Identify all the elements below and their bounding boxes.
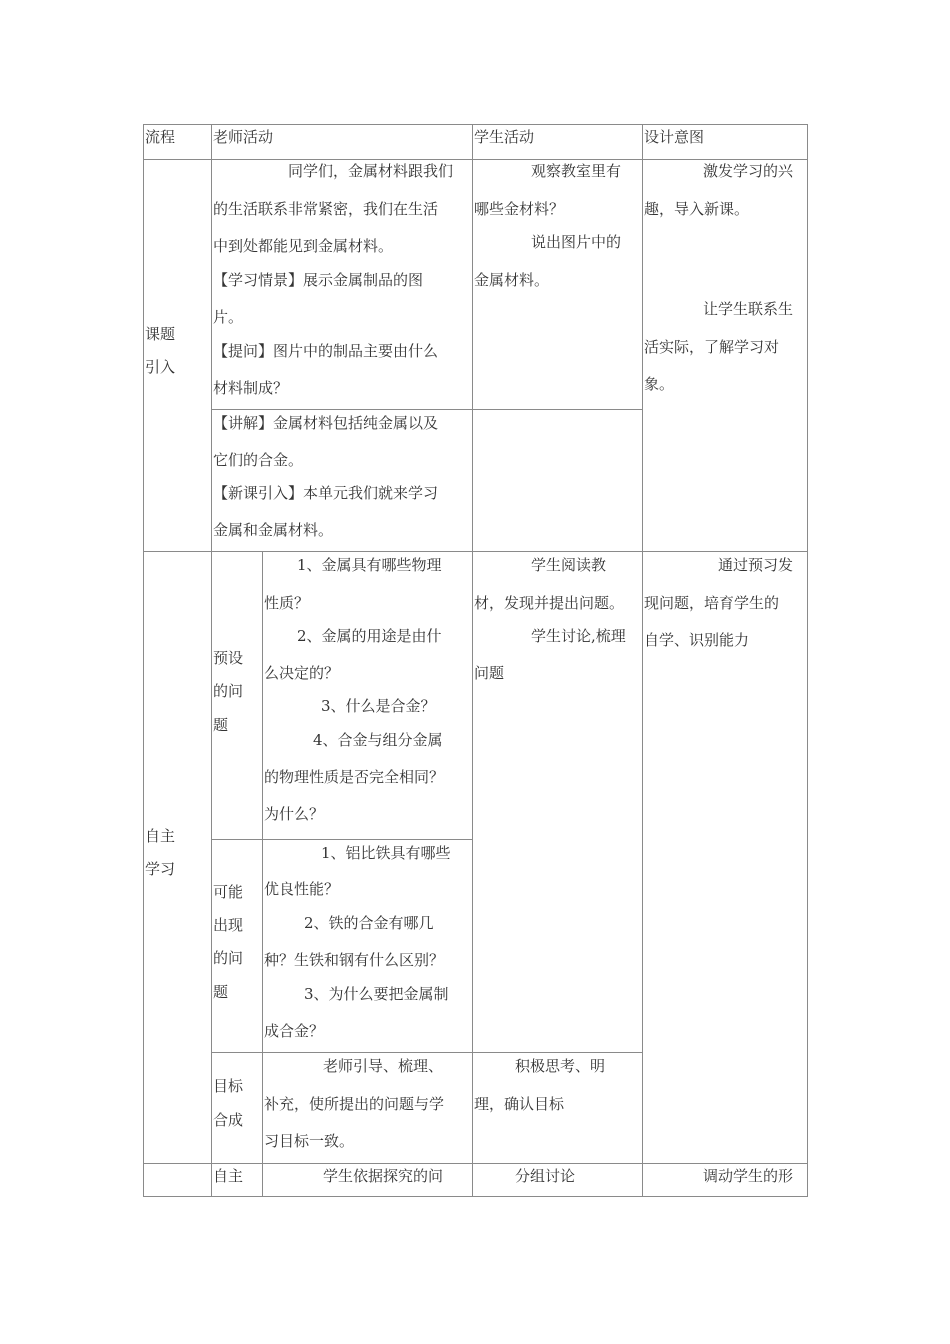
possible-question-line: 2、铁的合金有哪几 — [304, 914, 434, 932]
section1-inner-divider — [211, 409, 642, 410]
col-divider-student — [642, 124, 643, 1197]
section-divider-2 — [143, 1163, 807, 1164]
preset-question-line: 3、什么是合金？ — [321, 697, 436, 715]
table-border-left — [143, 124, 144, 1197]
section1-teacher-line: 中到处都能见到金属材料。 — [213, 237, 394, 255]
subrow-divider-2 — [211, 1052, 642, 1053]
possible-question-line: 3、为什么要把金属制 — [304, 985, 449, 1003]
preset-label: 题 — [213, 716, 229, 734]
goal-line: 习目标一致。 — [264, 1132, 355, 1150]
preset-question-line: 么决定的？ — [264, 664, 340, 682]
preset-label: 的问 — [213, 682, 244, 700]
section1-teacher-line: 它们的合金。 — [213, 451, 304, 469]
section2-intent-line: 通过预习发 — [718, 556, 794, 574]
section1-intent-line: 活实际，了解学习对 — [644, 338, 780, 356]
goal-label: 合成 — [213, 1111, 244, 1129]
preset-question-line: 性质？ — [264, 594, 310, 612]
section2-student-line: 问题 — [474, 664, 505, 682]
section3-student: 分组讨论 — [515, 1167, 576, 1185]
possible-question-line: 1、铝比铁具有哪些 — [321, 844, 451, 862]
goal-student-line: 理，确认目标 — [474, 1095, 565, 1113]
goal-line: 老师引导、梳理、 — [323, 1057, 444, 1075]
preset-question-line: 4、合金与组分金属 — [313, 731, 443, 749]
possible-question-line: 优良性能？ — [264, 880, 340, 898]
preset-question-line: 1、金属具有哪些物理 — [297, 556, 442, 574]
subrow-divider-1 — [211, 839, 472, 840]
section1-student-line: 观察教室里有 — [531, 162, 622, 180]
goal-line: 补充，使所提出的问题与学 — [264, 1095, 445, 1113]
goal-label: 目标 — [213, 1077, 244, 1095]
section2-intent-line: 现问题，培育学生的 — [644, 594, 780, 612]
header-divider — [143, 159, 807, 160]
section-divider-1 — [143, 551, 807, 552]
col-divider-flow — [211, 124, 212, 1197]
section1-teacher-line: 【新课引入】本单元我们就来学习 — [213, 484, 439, 502]
possible-label: 可能 — [213, 883, 244, 901]
section3-teacher: 学生依据探究的问 — [323, 1167, 444, 1185]
section1-label: 课题 — [145, 325, 176, 343]
preset-label: 预设 — [213, 649, 244, 667]
section1-teacher-line: 同学们，金属材料跟我们 — [288, 162, 454, 180]
section3-intent: 调动学生的形 — [703, 1167, 794, 1185]
section2-label: 自主 — [145, 827, 176, 845]
possible-question-line: 种？生铁和钢有什么区别？ — [264, 951, 445, 969]
header-flow: 流程 — [145, 128, 176, 146]
preset-question-line: 为什么？ — [264, 805, 325, 823]
section2-label: 学习 — [145, 860, 176, 878]
section1-teacher-line: 【学习情景】展示金属制品的图 — [213, 271, 424, 289]
possible-question-line: 成合金？ — [264, 1022, 325, 1040]
section1-student-line: 金属材料。 — [474, 271, 550, 289]
table-border-top — [143, 124, 807, 125]
col-divider-sublabel — [262, 551, 263, 1197]
possible-label: 的问 — [213, 949, 244, 967]
section1-intent-line: 象。 — [644, 375, 675, 393]
preset-question-line: 的物理性质是否完全相同？ — [264, 768, 445, 786]
section2-student-line: 学生阅读教 — [531, 556, 607, 574]
section1-student-line: 说出图片中的 — [531, 233, 622, 251]
header-intent: 设计意图 — [644, 128, 705, 146]
section1-teacher-line: 片。 — [213, 308, 244, 326]
section2-intent-line: 自学、识别能力 — [644, 631, 750, 649]
section1-intent-line: 趣，导入新课。 — [644, 200, 750, 218]
section1-teacher-line: 金属和金属材料。 — [213, 521, 334, 539]
section2-student-line: 学生讨论,梳理 — [531, 627, 626, 645]
header-student: 学生活动 — [474, 128, 535, 146]
preset-question-line: 2、金属的用途是由什 — [297, 627, 442, 645]
col-divider-teacher — [472, 124, 473, 1197]
section1-label: 引入 — [145, 358, 176, 376]
table-border-right — [807, 124, 808, 1197]
section3-sublabel: 自主 — [213, 1167, 244, 1185]
section1-teacher-line: 【提问】图片中的制品主要由什么 — [213, 342, 439, 360]
section1-intent-line: 让学生联系生 — [703, 300, 794, 318]
section1-intent-line: 激发学习的兴 — [703, 162, 794, 180]
possible-label: 出现 — [213, 916, 244, 934]
table-border-bottom — [143, 1196, 807, 1197]
section1-student-line: 哪些金材料？ — [474, 200, 565, 218]
section1-teacher-line: 材料制成？ — [213, 379, 289, 397]
header-teacher: 老师活动 — [213, 128, 274, 146]
goal-student-line: 积极思考、明 — [515, 1057, 606, 1075]
section2-student-line: 材，发现并提出问题。 — [474, 594, 625, 612]
section1-teacher-line: 的生活联系非常紧密，我们在生活 — [213, 200, 439, 218]
possible-label: 题 — [213, 983, 229, 1001]
section1-teacher-line: 【讲解】金属材料包括纯金属以及 — [213, 414, 439, 432]
